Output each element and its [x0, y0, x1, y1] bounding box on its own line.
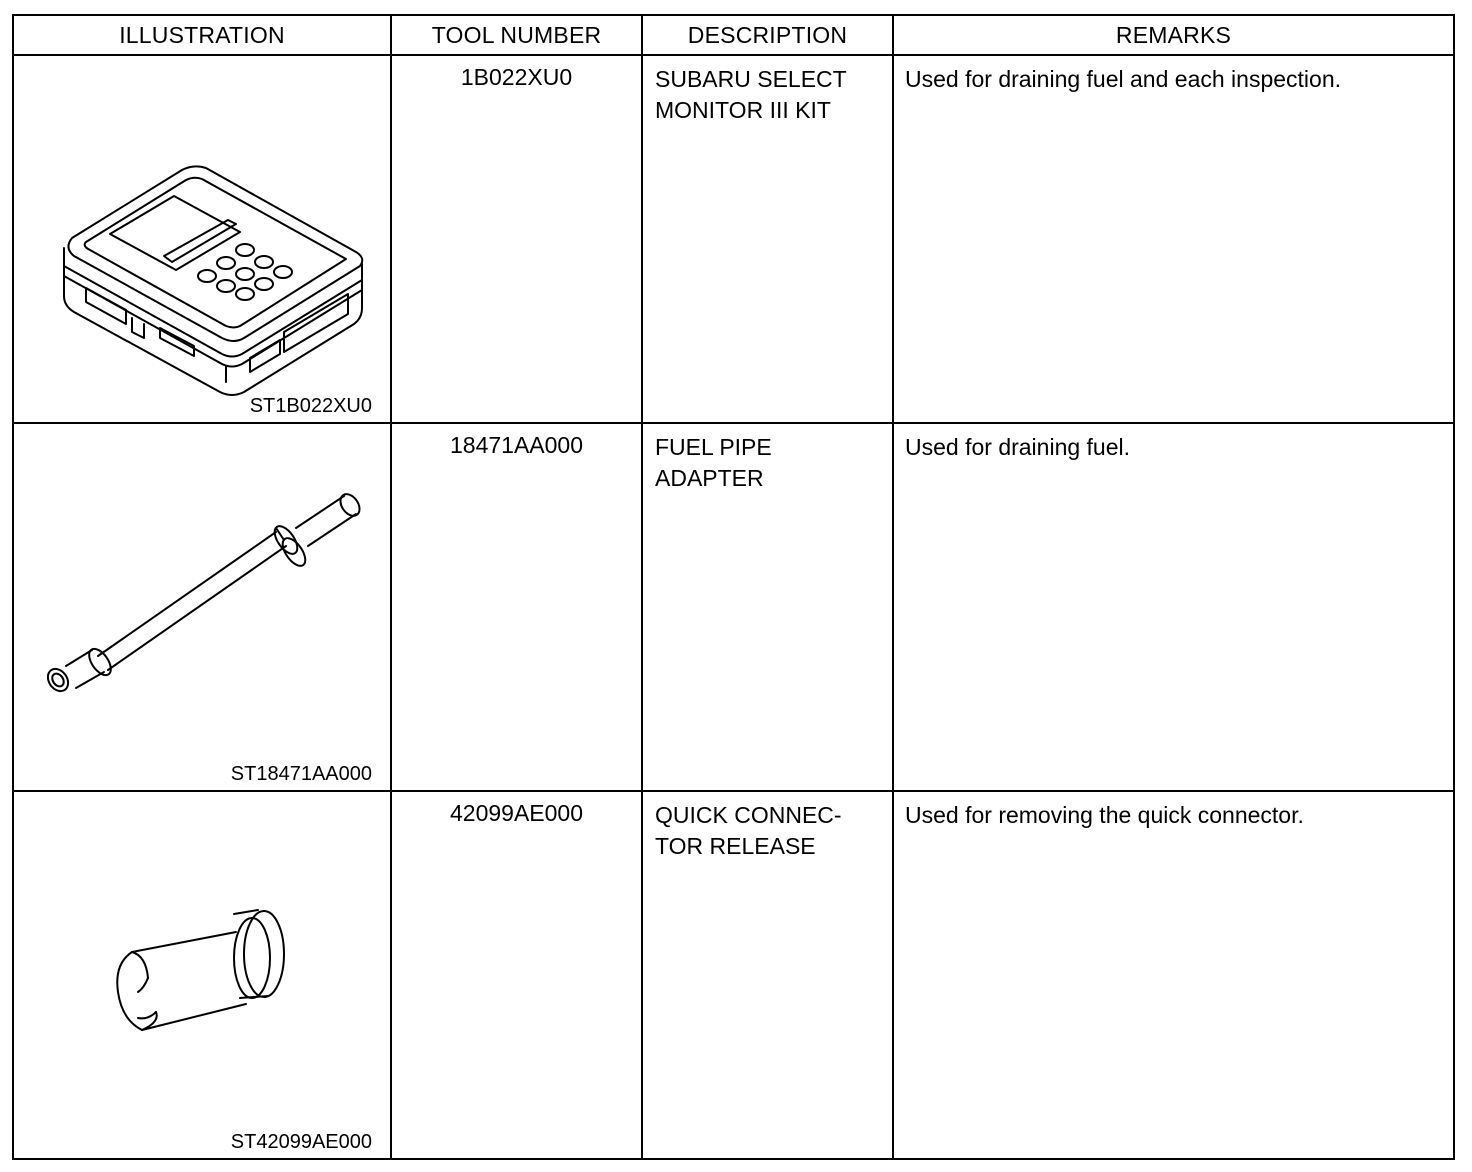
fuel-pipe-adapter-drawing-icon — [14, 424, 390, 790]
tool-number-cell: 1B022XU0 — [391, 55, 642, 423]
header-illustration: ILLUSTRATION — [13, 15, 391, 55]
tool-number-cell: 42099AE000 — [391, 791, 642, 1159]
illustration-code: ST1B022XU0 — [249, 395, 372, 417]
description-cell — [642, 791, 893, 1159]
header-remarks: REMARKS — [893, 15, 1454, 55]
table-row — [13, 791, 1454, 1159]
description-cell — [642, 423, 893, 791]
header-tool-number: TOOL NUMBER — [391, 15, 642, 55]
quick-connector-release-drawing-icon — [14, 792, 390, 1158]
illustration-cell — [13, 55, 391, 423]
tool-number-cell: 18471AA000 — [391, 423, 642, 791]
remarks-cell: Used for removing the quick connector. — [893, 791, 1454, 1159]
table-header-row — [13, 15, 1454, 55]
description-line: MONITOR III KIT — [655, 97, 831, 123]
remarks-cell: Used for draining fuel. — [893, 423, 1454, 791]
description-line: ADAPTER — [655, 465, 764, 491]
description-line: FUEL PIPE — [655, 434, 772, 460]
description-line: QUICK CONNEC- — [655, 802, 842, 828]
header-description: DESCRIPTION — [642, 15, 893, 55]
illustration-code: ST18471AA000 — [230, 763, 372, 785]
table-row — [13, 55, 1454, 423]
illustration-code: ST42099AE000 — [230, 1131, 372, 1153]
special-tools-table — [12, 14, 1455, 1160]
select-monitor-kit-drawing-icon — [14, 56, 390, 422]
description-line: SUBARU SELECT — [655, 66, 847, 92]
description-cell — [642, 55, 893, 423]
remarks-cell: Used for draining fuel and each inspection. — [893, 55, 1454, 423]
description-line: TOR RELEASE — [655, 833, 816, 859]
illustration-cell — [13, 791, 391, 1159]
table-row — [13, 423, 1454, 791]
illustration-cell — [13, 423, 391, 791]
